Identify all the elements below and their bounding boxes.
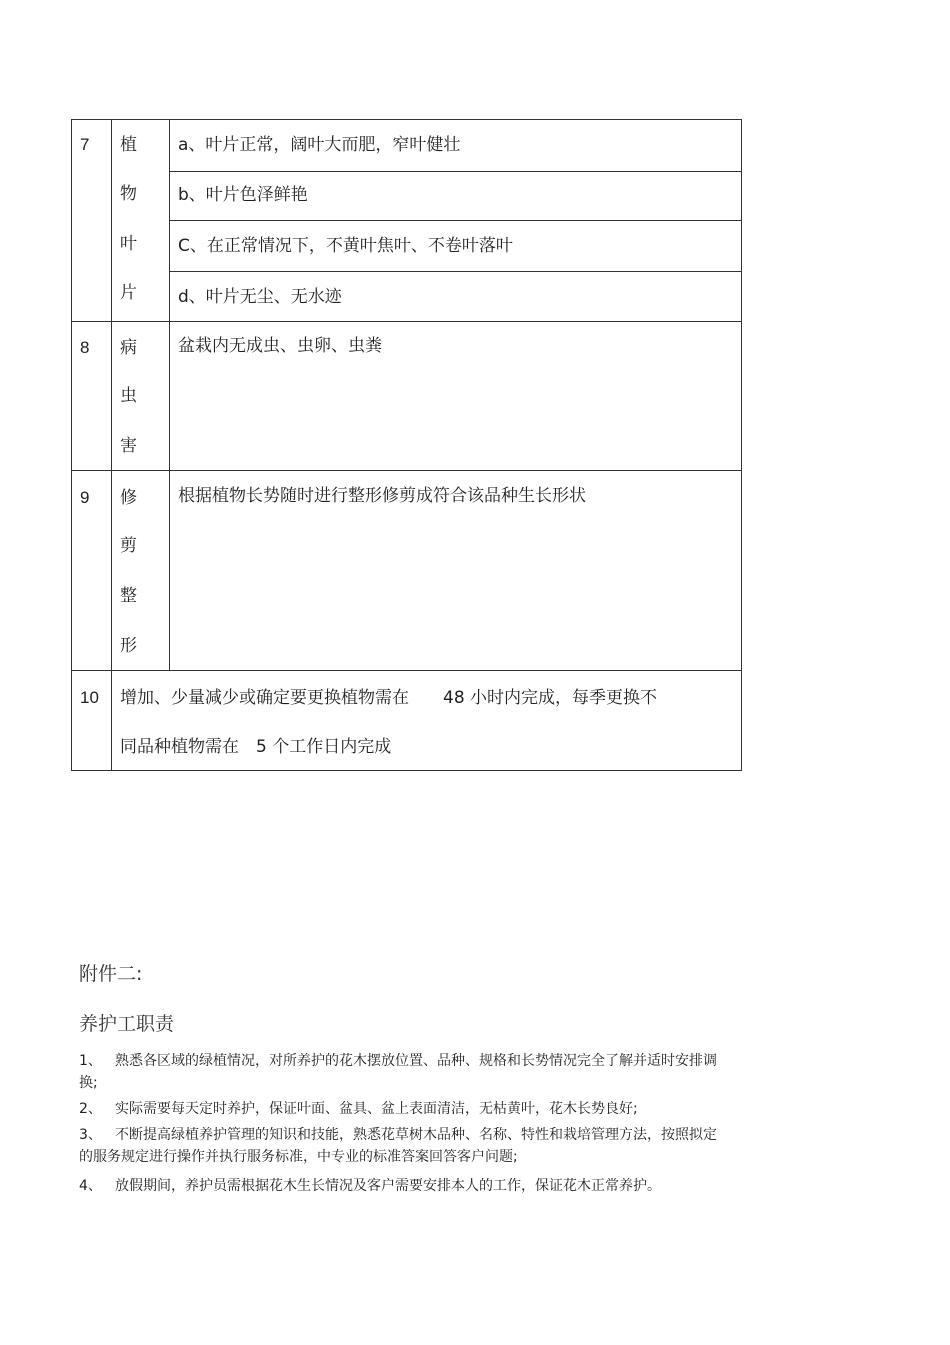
- row-title-char: 形: [120, 636, 137, 656]
- row-title-char: 片: [120, 283, 137, 303]
- row-number: 10: [80, 688, 99, 707]
- duty-item: [79, 1050, 809, 1094]
- row-title-char: 剪: [120, 536, 137, 556]
- row-number: 7: [80, 135, 90, 154]
- duty-number: 3、: [79, 1127, 102, 1143]
- row-title-char: 修: [120, 488, 137, 508]
- row-number: 9: [80, 488, 90, 507]
- duty-text: 熟悉各区域的绿植情况，对所养护的花木摆放位置、品种、规格和长势情况完全了解并适时安排调: [115, 1053, 717, 1069]
- row-number: 8: [80, 338, 90, 357]
- row-divider: [169, 271, 742, 272]
- criteria-text: b、叶片色泽鲜艳: [178, 185, 308, 205]
- duty-text: 不断提高绿植养护管理的知识和技能，熟悉花草树木品种、名称、特性和栽培管理方法，按照拟定: [115, 1127, 717, 1143]
- row-title-char: 害: [120, 436, 137, 456]
- criteria-text: d、叶片无尘、无水迹: [178, 287, 342, 307]
- row-title-char: 虫: [120, 386, 137, 406]
- criteria-text: a、叶片正常，阔叶大而肥，窄叶健壮: [178, 135, 461, 155]
- row-divider: [72, 670, 742, 671]
- row-divider: [72, 321, 742, 322]
- duty-item: [79, 1124, 809, 1168]
- row-title-char: 植: [120, 135, 137, 155]
- row-title-char: 整: [120, 586, 137, 606]
- care-standard-table: [71, 119, 742, 771]
- criteria-text: 根据植物长势随时进行整形修剪成符合该品种生长形状: [178, 486, 586, 506]
- criteria-text: C、在正常情况下，不黄叶焦叶、不卷叶落叶: [178, 236, 513, 256]
- column-divider: [111, 120, 112, 771]
- criteria-text: 同品种植物需在 5 个工作日内完成: [120, 737, 392, 757]
- duty-item: [79, 1175, 809, 1197]
- annex-title: 养护工职责: [79, 1013, 175, 1035]
- column-divider: [169, 120, 170, 670]
- duty-number: 2、: [79, 1101, 102, 1117]
- row-divider: [169, 171, 742, 172]
- row-divider: [169, 220, 742, 221]
- duty-number: 4、: [79, 1178, 102, 1194]
- duty-text-cont: 换;: [79, 1075, 98, 1091]
- row-title-char: 叶: [120, 234, 137, 254]
- criteria-text: 盆栽内无成虫、虫卵、虫粪: [178, 336, 382, 356]
- duty-item: [79, 1098, 809, 1120]
- duty-text-cont: 的服务规定进行操作并执行服务标准，中专业的标准答案回答客户问题;: [79, 1149, 518, 1165]
- row-divider: [72, 470, 742, 471]
- annex-heading: 附件二:: [79, 963, 143, 985]
- duty-number: 1、: [79, 1053, 102, 1069]
- criteria-text: 增加、少量减少或确定要更换植物需在 48 小时内完成，每季更换不: [120, 688, 658, 708]
- duty-text: 实际需要每天定时养护，保证叶面、盆具、盆上表面清洁，无枯黄叶，花木长势良好;: [115, 1101, 638, 1117]
- duty-text: 放假期间，养护员需根据花木生长情况及客户需要安排本人的工作，保证花木正常养护。: [115, 1178, 661, 1194]
- row-title-char: 物: [120, 184, 137, 204]
- row-title-char: 病: [120, 338, 137, 358]
